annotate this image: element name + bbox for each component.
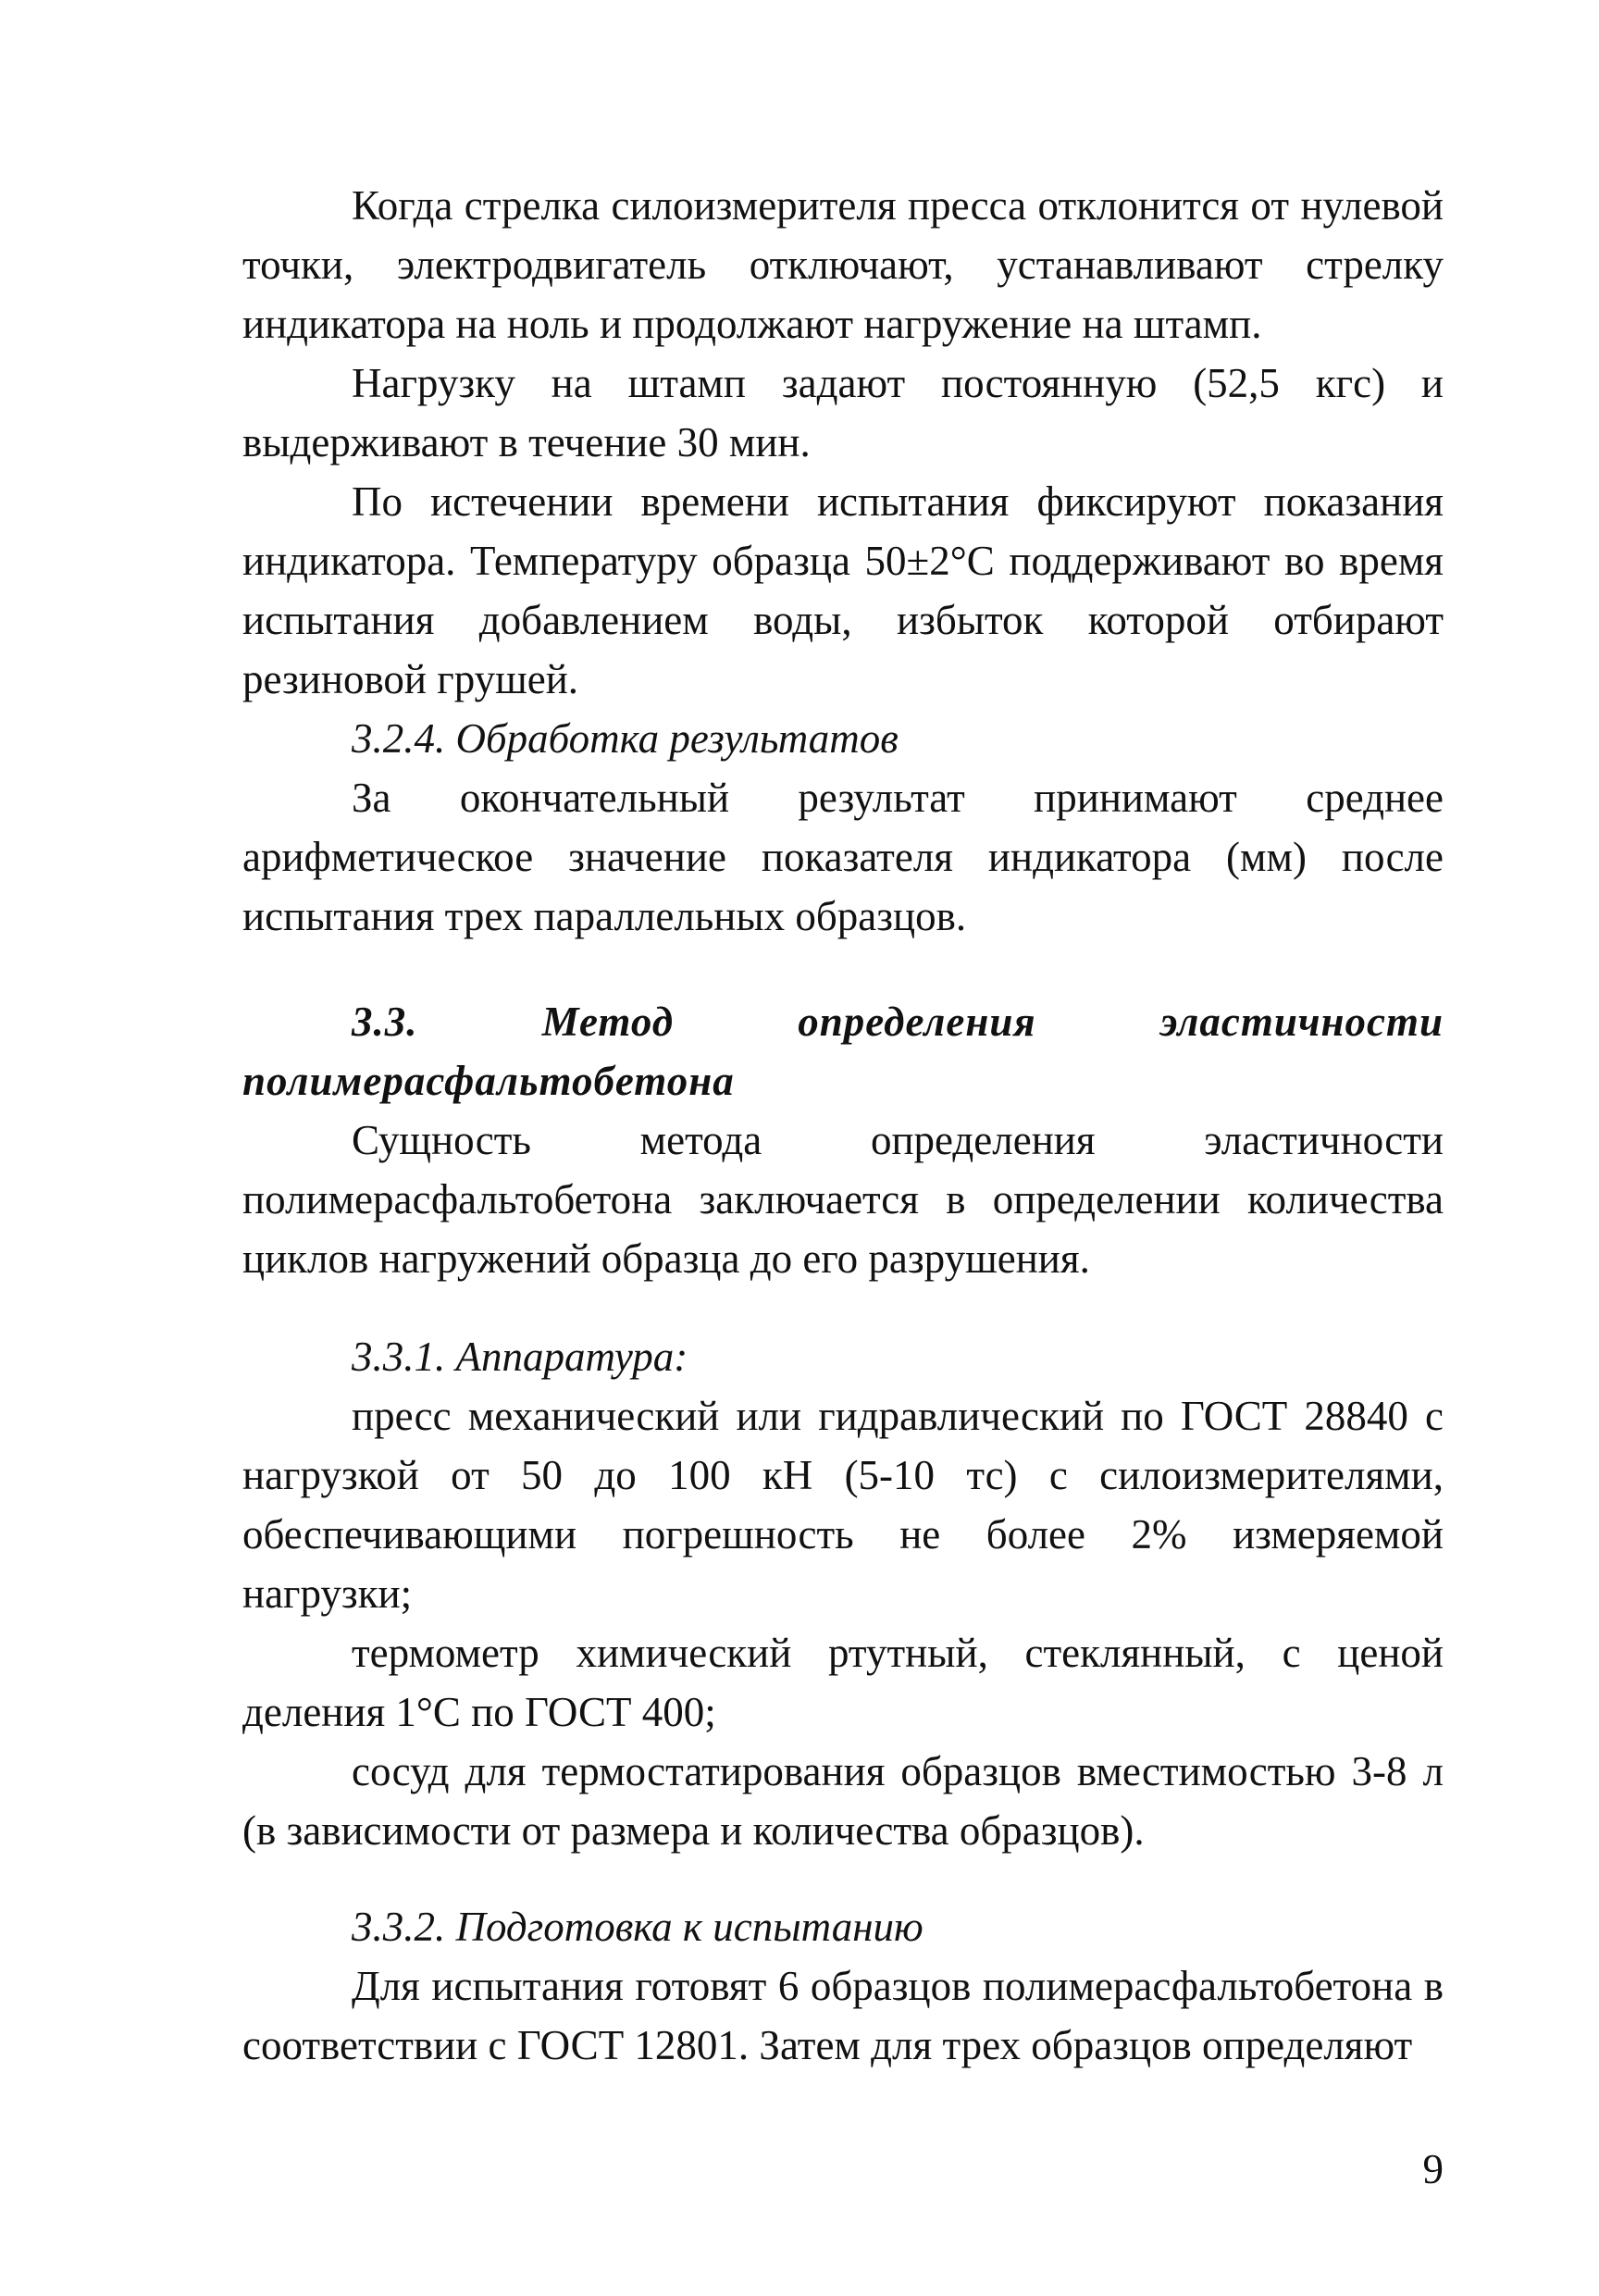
paragraph-method-essence: Сущность метода определения эластичности полимерасфальтобетона заключается в определении количества циклов нагружений образца до его разрушения. bbox=[242, 1117, 1444, 1282]
page-number: 9 bbox=[1422, 2146, 1444, 2192]
paragraph-load-start: Когда стрелка силоизмерителя пресса отклонится от нулевой точки, электродвигатель отключают, устанавливают стрелку индикатора на ноль и продолжают нагружение на штамп. bbox=[242, 182, 1444, 347]
paragraph-record-readings: По истечении времени испытания фиксируют показания индикатора. Температуру образца 50±2°С поддерживают во время испытания добавлением воды, избыток которой отбирают резиновой грушей. bbox=[242, 478, 1444, 702]
paragraph-press: пресс механический или гидравлический по ГОСТ 28840 с нагрузкой от 50 до 100 кН (5-10 тс) с силоизмерителями, обеспечивающими погрешность не более 2% измеряемой нагрузки; bbox=[242, 1393, 1444, 1617]
section-3-3-2-title: 3.3.2. Подготовка к испытанию bbox=[352, 1904, 923, 1950]
spacer bbox=[242, 946, 1444, 992]
document-page bbox=[242, 176, 1444, 2075]
spacer bbox=[242, 1288, 1444, 1327]
paragraph-constant-load: Нагрузку на штамп задают постоянную (52,5 кгс) и выдерживают в течение 30 мин. bbox=[242, 360, 1444, 465]
section-3-3-heading: 3.3. Метод определения эластичности полимерасфальтобетона bbox=[242, 999, 1444, 1104]
paragraph-vessel: сосуд для термостатирования образцов вместимостью 3-8 л (в зависимости от размера и количества образцов). bbox=[242, 1748, 1444, 1854]
section-3-2-4-title: 3.2.4. Обработка результатов bbox=[352, 715, 899, 762]
paragraph-sample-preparation: Для испытания готовят 6 образцов полимерасфальтобетона в соответствии с ГОСТ 12801. Затем для трех образцов определяют bbox=[242, 1963, 1444, 2068]
paragraph-thermometer: термометр химический ртутный, стеклянный, с ценой деления 1°С по ГОСТ 400; bbox=[242, 1630, 1444, 1735]
paragraph-final-result: За окончательный результат принимают среднее арифметическое значение показателя индикатора (мм) после испытания трех параллельных образцов. bbox=[242, 775, 1444, 939]
spacer bbox=[242, 1860, 1444, 1897]
section-3-3-1-title: 3.3.1. Аппаратура: bbox=[352, 1334, 688, 1380]
